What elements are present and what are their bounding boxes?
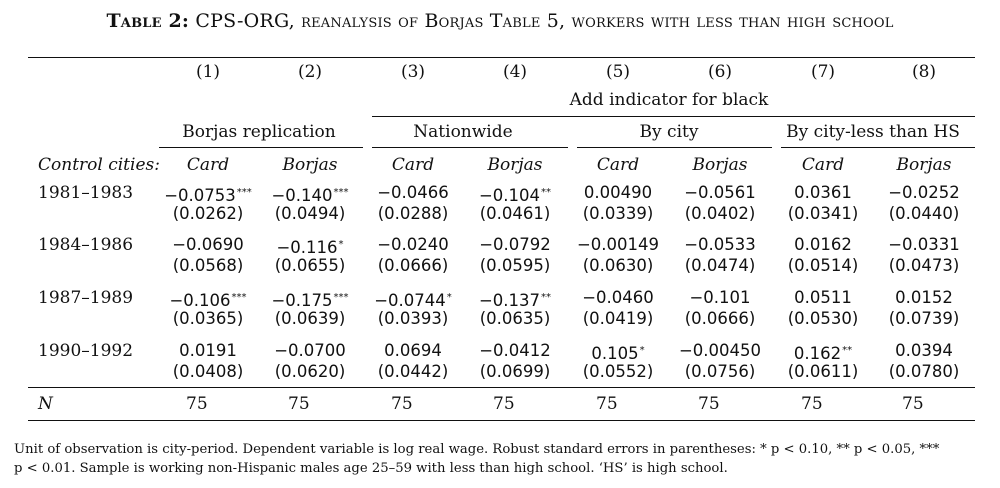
n-label: N: [38, 394, 53, 414]
coefficient-value: 0.0694: [384, 341, 442, 360]
standard-error-cell: (0.0655): [274, 256, 346, 275]
column-number: (7): [810, 62, 836, 82]
group-rule-1: [159, 147, 363, 148]
n-value: 75: [391, 394, 413, 414]
standard-error-cell: (0.0365): [172, 309, 244, 328]
coefficient-value: −0.0466: [377, 183, 449, 202]
coefficient-value: −0.0240: [377, 235, 449, 254]
coefficient-value: 0.0162: [794, 235, 852, 254]
n-value: 75: [902, 394, 924, 414]
significance-stars: **: [541, 187, 552, 198]
standard-error-cell: (0.0494): [274, 204, 346, 223]
coefficient-cell: [689, 288, 750, 308]
coefficient-value: −0.0412: [479, 341, 551, 360]
coefficient-value: −0.106: [169, 291, 231, 310]
standard-error-cell: (0.0630): [582, 256, 654, 275]
standard-error-cell: (0.0474): [684, 256, 756, 275]
standard-error-cell: (0.0639): [274, 309, 346, 328]
significance-stars: *: [446, 292, 452, 303]
standard-error-cell: (0.0739): [888, 309, 960, 328]
standard-error-cell: (0.0620): [274, 362, 346, 381]
column-subheader: Borjas: [896, 155, 952, 175]
standard-error-cell: (0.0568): [172, 256, 244, 275]
table-note: [14, 440, 988, 478]
coefficient-cell: [591, 341, 644, 364]
coefficient-cell: [479, 183, 551, 206]
coefficient-cell: [274, 341, 346, 361]
coefficient-value: −0.0561: [684, 183, 756, 202]
standard-error-cell: (0.0288): [377, 204, 449, 223]
significance-stars: ***: [333, 292, 349, 303]
coefficient-cell: [271, 288, 348, 311]
coefficient-cell: [377, 235, 449, 255]
coefficient-cell: [895, 288, 953, 308]
group-rule-3: [577, 147, 772, 148]
coefficient-cell: [179, 341, 237, 361]
n-value: 75: [801, 394, 823, 414]
note-line-1: Unit of observation is city-period. Dependent variable is log real wage. Robust standard errors in parentheses: * p < 0.10, ** p < 0.05, ***: [14, 442, 940, 457]
table-title: CPS-ORG, reanalysis of Borjas Table 5, workers with less than high school: [195, 10, 894, 32]
standard-error-cell: (0.0473): [888, 256, 960, 275]
coefficient-value: 0.0511: [794, 288, 852, 307]
coefficient-cell: [794, 235, 852, 255]
standard-error-cell: (0.0408): [172, 362, 244, 381]
row-label: 1984–1986: [38, 235, 134, 255]
coefficient-value: 0.00490: [583, 183, 653, 202]
significance-stars: **: [842, 345, 853, 356]
coefficient-cell: [888, 183, 960, 203]
coefficient-cell: [479, 341, 551, 361]
indicator-rule: [372, 116, 975, 117]
coefficient-value: −0.00149: [576, 235, 660, 254]
group-rule-4: [781, 147, 975, 148]
significance-stars: **: [541, 292, 552, 303]
coefficient-value: −0.0690: [172, 235, 244, 254]
column-subheader: Card: [596, 155, 640, 175]
standard-error-cell: (0.0699): [479, 362, 551, 381]
coefficient-value: 0.105: [591, 344, 639, 363]
note-line-2: p < 0.01. Sample is working non-Hispanic males age 25–59 with less than high school. ‘HS’ is high school.: [14, 461, 728, 476]
coefficient-cell: [479, 235, 551, 255]
row-label: 1990–1992: [38, 341, 134, 361]
coefficient-value: 0.0191: [179, 341, 237, 360]
standard-error-cell: (0.0552): [582, 362, 654, 381]
top-rule: [28, 57, 975, 58]
coefficient-cell: [794, 288, 852, 308]
coefficient-value: −0.104: [478, 186, 541, 205]
standard-error-cell: (0.0442): [377, 362, 449, 381]
standard-error-cell: (0.0530): [787, 309, 859, 328]
coefficient-cell: [582, 288, 654, 308]
standard-error-cell: (0.0514): [787, 256, 859, 275]
column-subheader: Card: [801, 155, 845, 175]
coefficient-value: −0.0744: [374, 291, 446, 310]
coefficient-value: −0.0792: [479, 235, 551, 254]
coefficient-cell: [679, 341, 761, 361]
coefficient-cell: [271, 183, 348, 206]
group-header: By city: [639, 122, 699, 142]
significance-stars: ***: [333, 187, 349, 198]
coefficient-value: −0.116: [276, 238, 338, 257]
standard-error-cell: (0.0756): [684, 362, 756, 381]
standard-error-cell: (0.0611): [787, 362, 859, 381]
standard-error-cell: (0.0780): [888, 362, 960, 381]
standard-error-cell: (0.0635): [479, 309, 551, 328]
column-subheader: Borjas: [487, 155, 543, 175]
coefficient-cell: [164, 183, 252, 206]
standard-error-cell: (0.0666): [377, 256, 449, 275]
coefficient-cell: [577, 235, 659, 255]
coefficient-value: −0.0700: [274, 341, 346, 360]
coefficient-value: −0.0533: [684, 235, 756, 254]
standard-error-cell: (0.0461): [479, 204, 551, 223]
row-label: 1987–1989: [38, 288, 134, 308]
n-rule: [28, 387, 975, 388]
column-number: (8): [911, 62, 937, 82]
column-number: (6): [707, 62, 733, 82]
significance-stars: ***: [231, 292, 247, 303]
column-number: (3): [400, 62, 426, 82]
coefficient-value: −0.101: [689, 288, 751, 307]
significance-stars: *: [338, 239, 344, 250]
group-header: Borjas replication: [182, 122, 336, 142]
coefficient-cell: [684, 183, 756, 203]
coefficient-cell: [684, 235, 756, 255]
standard-error-cell: (0.0595): [479, 256, 551, 275]
coefficient-cell: [584, 183, 652, 203]
standard-error-cell: (0.0666): [684, 309, 756, 328]
n-value: 75: [596, 394, 618, 414]
column-subheader: Borjas: [282, 155, 338, 175]
group-header: By city-less than HS: [786, 122, 960, 142]
standard-error-cell: (0.0440): [888, 204, 960, 223]
coefficient-cell: [384, 341, 442, 361]
table-number: Table 2:: [106, 10, 190, 32]
coefficient-value: 0.0361: [794, 183, 852, 202]
n-value: 75: [698, 394, 720, 414]
standard-error-cell: (0.0262): [172, 204, 244, 223]
coefficient-cell: [172, 235, 244, 255]
standard-error-cell: (0.0339): [582, 204, 654, 223]
n-value: 75: [493, 394, 515, 414]
table-caption: [0, 10, 1000, 32]
column-number: (2): [297, 62, 323, 82]
coefficient-cell: [276, 235, 343, 258]
n-value: 75: [186, 394, 208, 414]
column-number: (4): [502, 62, 528, 82]
coefficient-value: −0.0331: [888, 235, 960, 254]
coefficient-cell: [374, 288, 452, 311]
row-label: 1981–1983: [38, 183, 134, 203]
coefficient-cell: [479, 288, 551, 311]
column-subheader: Card: [391, 155, 435, 175]
significance-stars: ***: [236, 187, 252, 198]
coefficient-cell: [895, 341, 953, 361]
coefficient-value: −0.0252: [888, 183, 960, 202]
coefficient-cell: [377, 183, 449, 203]
standard-error-cell: (0.0393): [377, 309, 449, 328]
coefficient-cell: [794, 341, 852, 364]
indicator-header: Add indicator for black: [569, 90, 769, 110]
standard-error-cell: (0.0419): [582, 309, 654, 328]
coefficient-value: −0.0753: [164, 186, 236, 205]
standard-error-cell: (0.0341): [787, 204, 859, 223]
coefficient-cell: [169, 288, 246, 311]
n-value: 75: [288, 394, 310, 414]
coefficient-value: −0.00450: [678, 341, 762, 360]
standard-error-cell: (0.0402): [684, 204, 756, 223]
coefficient-cell: [888, 235, 960, 255]
control-cities-label: Control cities:: [38, 155, 160, 175]
coefficient-cell: [794, 183, 852, 203]
significance-stars: *: [639, 345, 645, 356]
coefficient-value: −0.175: [271, 291, 333, 310]
coefficient-value: −0.140: [271, 186, 333, 205]
coefficient-value: 0.0394: [895, 341, 953, 360]
column-number: (1): [195, 62, 221, 82]
column-subheader: Card: [186, 155, 230, 175]
group-header: Nationwide: [413, 122, 513, 142]
coefficient-value: 0.162: [793, 344, 842, 363]
coefficient-value: −0.137: [478, 291, 541, 310]
coefficient-value: 0.0152: [895, 288, 953, 307]
group-rule-2: [372, 147, 568, 148]
bottom-rule: [28, 420, 975, 421]
column-number: (5): [605, 62, 631, 82]
coefficient-value: −0.0460: [582, 288, 654, 307]
column-subheader: Borjas: [692, 155, 748, 175]
